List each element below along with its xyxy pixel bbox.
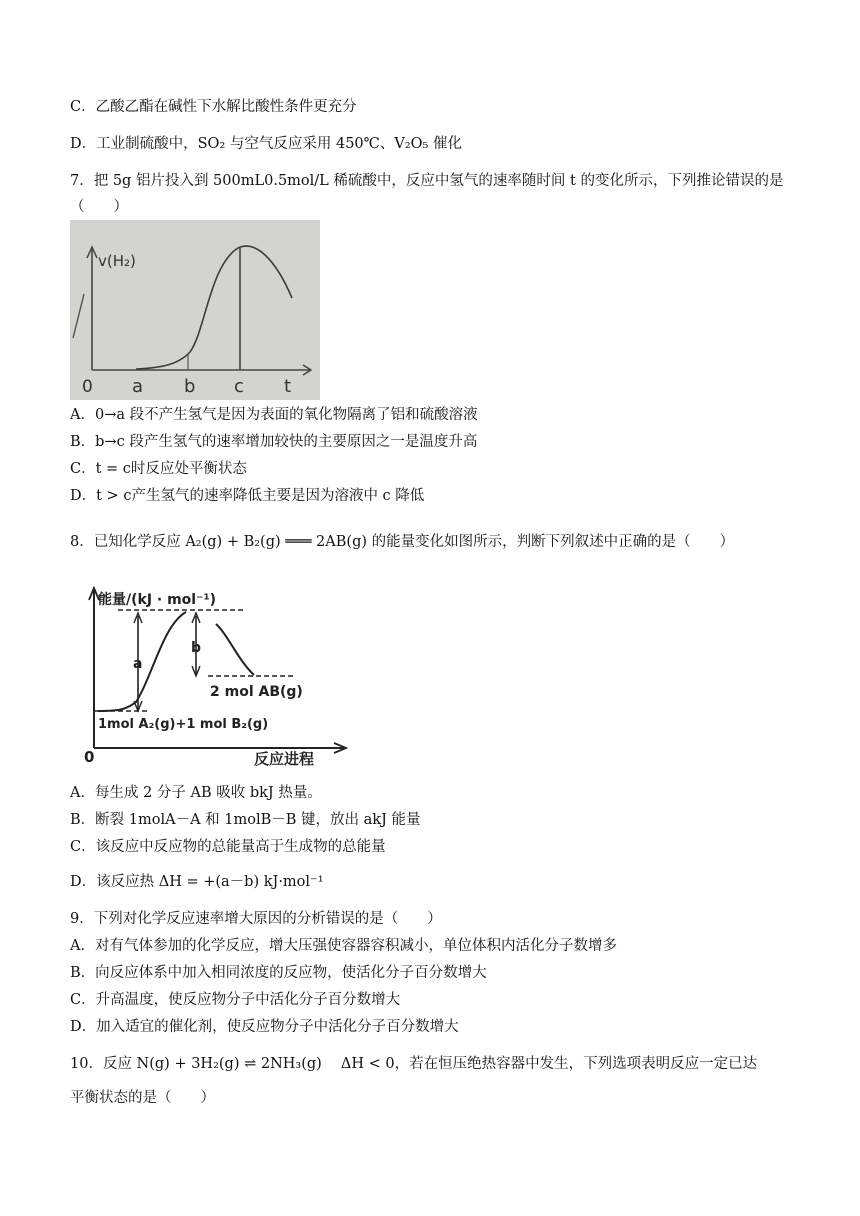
question-7-bracket: （ ） — [70, 199, 128, 215]
option-c-q6: C．乙酸乙酯在碱性下水解比酸性条件更充分 — [70, 99, 357, 115]
option-a-q7: A．0→a 段不产生氢气是因为表面的氧化物隔离了铝和硫酸溶液 — [70, 407, 478, 423]
rate-tick-b: b — [184, 376, 196, 397]
rate-tick-t: t — [284, 376, 292, 397]
energy-figure — [78, 580, 350, 770]
option-b-q7: B．b→c 段产生氢气的速率增加较快的主要原因之一是温度升高 — [70, 434, 478, 450]
question-9-stem: 9．下列对化学反应速率增大原因的分析错误的是（ ） — [70, 911, 442, 927]
rate-y-label: v(H₂) — [98, 252, 136, 270]
option-d-q7: D．t > c产生氢气的速率降低主要是因为溶液中 c 降低 — [70, 488, 425, 504]
question-10-continued: 平衡状态的是（ ） — [70, 1090, 215, 1106]
question-10-stem: 10．反应 N(g) + 3H₂(g) ⇌ 2NH₃(g) ΔH < 0，若在恒压绝热容器中发生，下列选项表明反应一定已达 — [70, 1056, 758, 1072]
energy-label-a: a — [133, 656, 143, 672]
option-a-q8: A．每生成 2 分子 AB 吸收 bkJ 热量。 — [70, 785, 322, 801]
rate-figure — [70, 220, 320, 400]
option-d-q8: D．该反应热 ΔH = +(a－b) kJ·mol⁻¹ — [70, 874, 324, 890]
question-7-stem: 7．把 5g 铝片投入到 500mL0.5mol/L 稀硫酸中，反应中氢气的速率随时间 t 的变化所示，下列推论错误的是 — [70, 173, 784, 189]
option-b-q9: B．向反应体系中加入相同浓度的反应物，使活化分子百分数增大 — [70, 965, 487, 981]
option-c-q8: C．该反应中反应物的总能量高于生成物的总能量 — [70, 839, 386, 855]
energy-y-label: 能量/(kJ · mol⁻¹) — [98, 592, 217, 608]
energy-x-label: 反应进程 — [254, 750, 315, 768]
energy-label-b: b — [191, 640, 202, 656]
rate-origin-label: 0 — [82, 377, 93, 397]
rate-graph — [70, 220, 320, 400]
rate-tick-a: a — [132, 376, 144, 397]
option-c-q9: C．升高温度，使反应物分子中活化分子百分数增大 — [70, 992, 401, 1008]
energy-graph — [78, 580, 350, 770]
energy-reactant-label: 1mol A₂(g)+1 mol B₂(g) — [98, 717, 269, 732]
question-8-stem: 8．已知化学反应 A₂(g) + B₂(g) ═══ 2AB(g) 的能量变化如图所示，判断下列叙述中正确的是（ ） — [70, 534, 735, 550]
option-d-q9: D．加入适宜的催化剂，使反应物分子中活化分子百分数增大 — [70, 1019, 459, 1035]
option-a-q9: A．对有气体参加的化学反应，增大压强使容器容积减小，单位体积内活化分子数增多 — [70, 938, 617, 954]
option-c-q7: C．t = c时反应处平衡状态 — [70, 461, 247, 477]
option-d-q6: D．工业制硫酸中，SO₂ 与空气反应采用 450℃、V₂O₅ 催化 — [70, 136, 462, 152]
option-b-q8: B．断裂 1molA－A 和 1molB－B 键，放出 akJ 能量 — [70, 812, 421, 828]
energy-product-label: 2 mol AB(g) — [210, 684, 303, 700]
energy-origin-label: 0 — [84, 748, 95, 766]
rate-tick-c: c — [234, 376, 244, 397]
